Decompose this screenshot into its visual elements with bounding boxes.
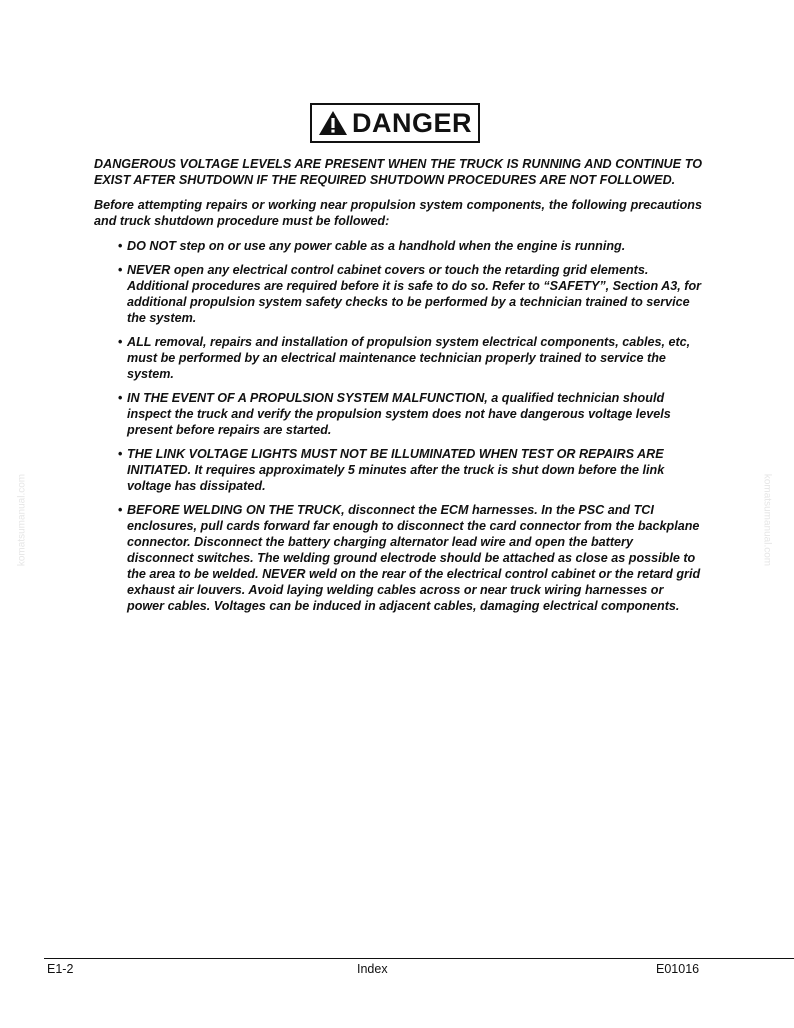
- list-item-text: NEVER open any electrical control cabinet covers or touch the retarding grid elements. Additional procedures are required before it is safe to do so. Refer to “SAFETY”, Section A3, for additional propulsion system safety checks to be performed by a technician trained to service the system.: [127, 263, 702, 325]
- list-item-text: DO NOT step on or use any power cable as a handhold when the engine is running.: [127, 239, 626, 253]
- bullet-icon: •: [118, 263, 123, 277]
- list-item: [94, 334, 702, 382]
- list-item-text: BEFORE WELDING ON THE TRUCK, disconnect the ECM harnesses. In the PSC and TCI enclosures, pull cards forward far enough to disconnect the card connector from the backplane connector. Disconnect the battery charging alternator lead wire and open the battery disconnect switches. The welding ground electrode should be attached as close as possible to the area to be welded. NEVER weld on the rear of the electrical control cabinet or the retard grid exhaust air louvers. Avoid laying welding cables across or near truck wiring harnesses or power cables. Voltages can be induced in adjacent cables, damaging electrical components.: [127, 503, 701, 613]
- footer-divider: [44, 958, 794, 959]
- bullet-icon: •: [118, 503, 123, 517]
- intro-warning-paragraph: DANGEROUS VOLTAGE LEVELS ARE PRESENT WHEN THE TRUCK IS RUNNING AND CONTINUE TO EXIST AFTER SHUTDOWN IF THE REQUIRED SHUTDOWN PROCEDURES ARE NOT FOLLOWED.: [94, 157, 702, 187]
- bullet-icon: •: [118, 391, 123, 405]
- watermark-right: komatsumanual.com: [761, 473, 773, 567]
- intro-precautions-paragraph: Before attempting repairs or working near propulsion system components, the following precautions and truck shutdown procedure must be followed:: [94, 198, 702, 228]
- safety-notice-body: [94, 156, 702, 622]
- warning-triangle-icon: [318, 110, 348, 136]
- precautions-list: [94, 238, 702, 614]
- danger-label: DANGER: [351, 107, 472, 138]
- list-item: [94, 262, 702, 326]
- list-item: [94, 502, 702, 614]
- danger-banner: [310, 103, 480, 143]
- bullet-icon: •: [118, 239, 123, 253]
- list-item: [94, 390, 702, 438]
- list-item: [94, 238, 702, 254]
- watermark-left: komatsumanual.com: [16, 473, 28, 567]
- bullet-icon: •: [118, 447, 123, 461]
- list-item: [94, 446, 702, 494]
- list-item-text: IN THE EVENT OF A PROPULSION SYSTEM MALFUNCTION, a qualified technician should inspect the truck and verify the propulsion system does not have dangerous voltage levels present before repairs are started.: [127, 391, 671, 437]
- bullet-icon: •: [118, 335, 123, 349]
- footer-index-label: Index: [357, 962, 388, 976]
- list-item-text: ALL removal, repairs and installation of propulsion system electrical components, cables, etc, must be performed by an electrical maintenance technician properly trained to service the system.: [127, 335, 691, 381]
- footer-document-code: E01016: [656, 962, 700, 976]
- list-item-text: THE LINK VOLTAGE LIGHTS MUST NOT BE ILLUMINATED WHEN TEST OR REPAIRS ARE INITIATED. It requires approximately 5 minutes after the truck is shut down before the link voltage has dissipated.: [127, 447, 665, 493]
- footer-page-number: E1-2: [47, 962, 74, 976]
